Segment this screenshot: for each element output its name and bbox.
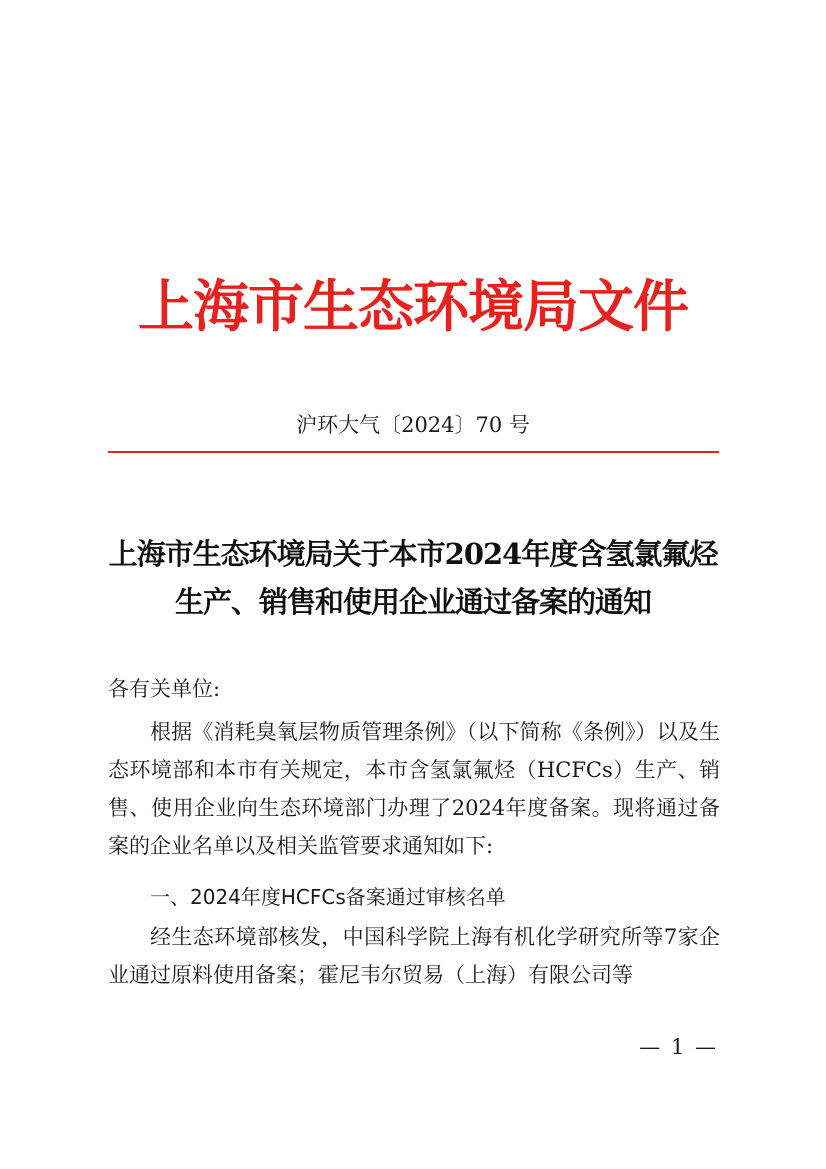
masthead-title: 上海市生态环境局文件: [138, 274, 688, 340]
red-divider-line: [108, 451, 719, 453]
salutation: 各有关单位:: [108, 677, 221, 701]
document-number: 沪环大气〔2024〕70 号: [296, 413, 530, 437]
notice-title: [80, 530, 746, 626]
paragraph-intro: 根据《消耗臭氧层物质管理条例》（以下简称《条例》）以及生态环境部和本市有关规定，本市含氢氯氟烃（HCFCs）生产、销售、使用企业向生态环境部门办理了2024年度备案。现将通过备案的企业名单以及相关监管要求通知如下:: [108, 720, 720, 858]
page-number: — 1 —: [639, 1035, 718, 1059]
paragraph-section-1: 经生态环境部核发，中国科学院上海有机化学研究所等7家企业通过原料使用备案；霍尼韦尔贸易（上海）有限公司等: [108, 925, 720, 987]
section-heading-1: 一、2024年度HCFCs备案通过审核名单: [150, 885, 506, 909]
notice-title-line-1: 上海市生态环境局关于本市2024年度含氢氯氟烃: [108, 537, 718, 571]
notice-title-line-2: 生产、销售和使用企业通过备案的通知: [174, 585, 651, 619]
